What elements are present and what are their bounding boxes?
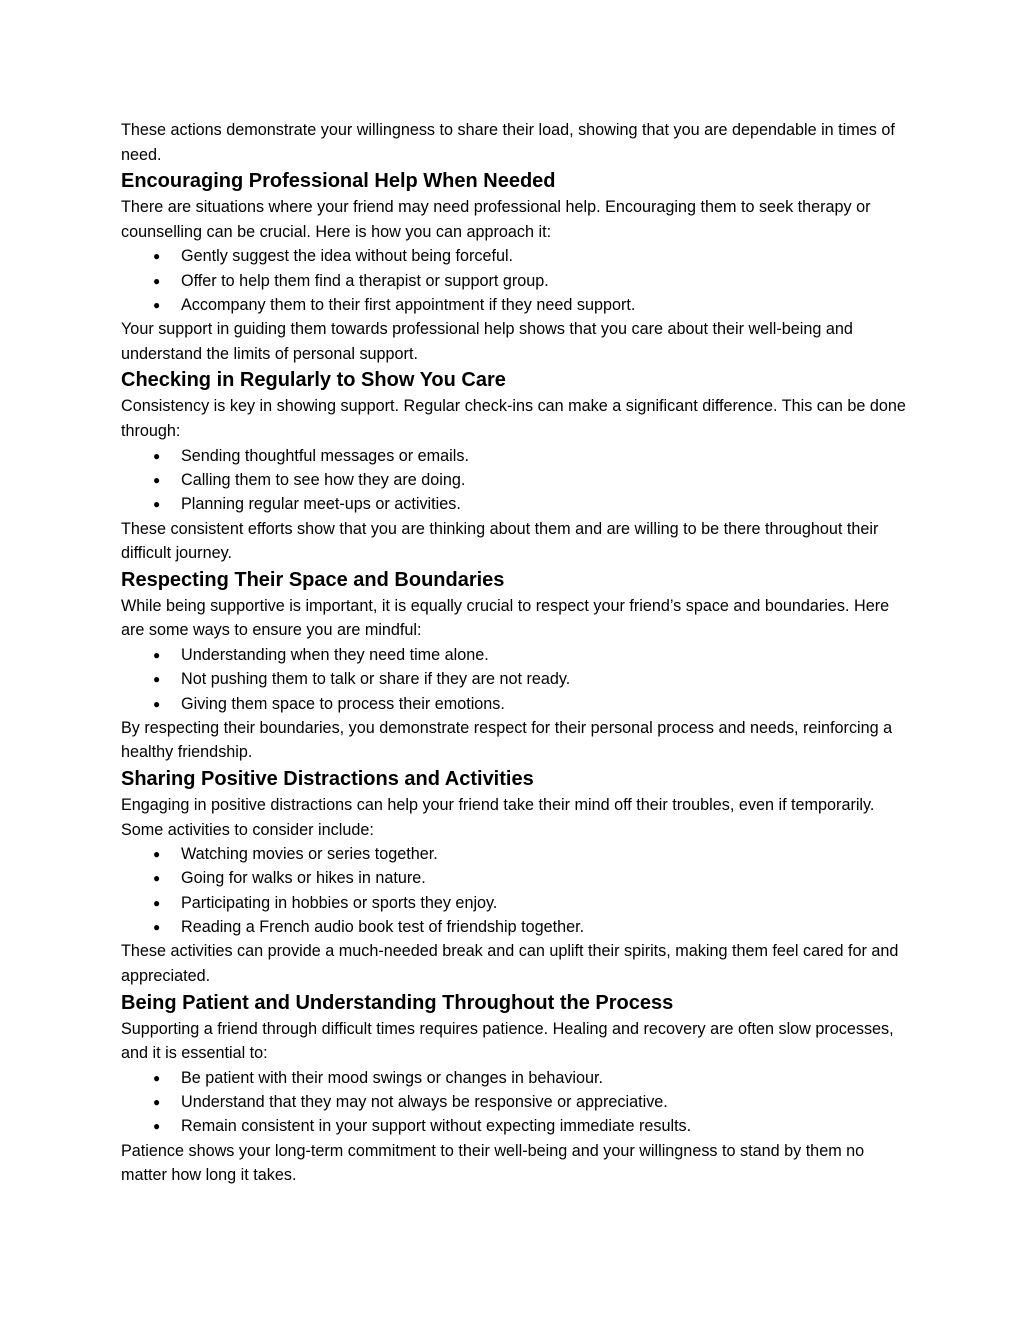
bullet-icon: ●	[153, 1070, 161, 1085]
bullet-list	[121, 1066, 911, 1139]
section-closing: These activities can provide a much-needed break and can uplift their spirits, making them feel cared for and appreciated.	[121, 942, 899, 985]
section-lead: Supporting a friend through difficult times requires patience. Healing and recovery are often slow processes, and it is essential to:	[121, 1019, 894, 1063]
list-item: ● Reading a French audio book test of friendship together.	[121, 915, 911, 939]
section-closing: Your support in guiding them towards professional help shows that you care about their well-being and understand the limits of personal support.	[121, 320, 853, 363]
bullet-icon: ●	[153, 672, 161, 687]
bullet-icon: ●	[153, 472, 161, 487]
list-item: ● Understand that they may not always be responsive or appreciative.	[121, 1090, 911, 1114]
section-distractions	[121, 765, 911, 989]
list-item: ● Participating in hobbies or sports they enjoy.	[121, 891, 911, 915]
section-checking-in	[121, 366, 911, 565]
section-lead: There are situations where your friend may need professional help. Encouraging them to seek therapy or counselling can be crucial. Here is how you can approach it:	[121, 198, 871, 241]
intro-paragraph: These actions demonstrate your willingness to share their load, showing that you are dependable in times of need.	[121, 121, 895, 164]
bullet-icon: ●	[153, 871, 161, 886]
list-item: ● Sending thoughtful messages or emails.	[121, 444, 911, 468]
bullet-icon: ●	[153, 249, 161, 264]
list-item: ● Planning regular meet-ups or activities.	[121, 492, 911, 516]
bullet-list	[121, 444, 911, 517]
bullet-icon: ●	[153, 273, 161, 288]
bullet-icon: ●	[153, 647, 161, 662]
bullet-icon: ●	[153, 448, 161, 463]
list-item: ● Remain consistent in your support without expecting immediate results.	[121, 1114, 911, 1138]
bullet-icon: ●	[153, 696, 161, 711]
section-closing: By respecting their boundaries, you demonstrate respect for their personal process and needs, reinforcing a healthy friendship.	[121, 718, 893, 762]
section-professional-help	[121, 167, 911, 366]
bullet-list	[121, 244, 911, 317]
bullet-icon: ●	[153, 847, 161, 862]
bullet-list	[121, 643, 911, 716]
section-heading: Checking in Regularly to Show You Care	[121, 369, 506, 392]
list-item: ● Giving them space to process their emotions.	[121, 692, 911, 716]
list-item: ● Accompany them to their first appointment if they need support.	[121, 293, 911, 317]
bullet-icon: ●	[153, 920, 161, 935]
bullet-icon: ●	[153, 1095, 161, 1110]
section-lead: While being supportive is important, it is equally crucial to respect your friend’s space and boundaries. Here are some ways to ensure you are mindful:	[121, 596, 890, 640]
bullet-icon: ●	[153, 497, 161, 512]
list-item: ● Not pushing them to talk or share if they are not ready.	[121, 667, 911, 691]
section-closing: These consistent efforts show that you are thinking about them and are willing to be there throughout their difficult journey.	[121, 519, 879, 563]
list-item: ● Calling them to see how they are doing.	[121, 468, 911, 492]
bullet-icon: ●	[153, 297, 161, 312]
section-heading: Encouraging Professional Help When Needed	[121, 170, 556, 193]
list-item: ● Watching movies or series together.	[121, 842, 911, 866]
list-item: ● Understanding when they need time alone.	[121, 643, 911, 667]
section-lead: Engaging in positive distractions can help your friend take their mind off their troubles, even if temporarily. Some activities to consider include:	[121, 795, 875, 839]
section-heading: Respecting Their Space and Boundaries	[121, 568, 505, 591]
section-boundaries	[121, 566, 911, 765]
document-page	[121, 118, 911, 1188]
bullet-list	[121, 842, 911, 939]
list-item: ● Going for walks or hikes in nature.	[121, 866, 911, 890]
list-item: ● Gently suggest the idea without being forceful.	[121, 244, 911, 268]
list-item: ● Be patient with their mood swings or changes in behaviour.	[121, 1066, 911, 1090]
section-lead: Consistency is key in showing support. Regular check-ins can make a significant difference. This can be done through:	[121, 397, 906, 441]
bullet-icon: ●	[153, 895, 161, 910]
list-item: ● Offer to help them find a therapist or support group.	[121, 269, 911, 293]
section-closing: Patience shows your long-term commitment to their well-being and your willingness to stand by them no matter how long it takes.	[121, 1141, 865, 1185]
section-heading: Being Patient and Understanding Throughout the Process	[121, 991, 674, 1014]
bullet-icon: ●	[153, 1119, 161, 1134]
section-heading: Sharing Positive Distractions and Activities	[121, 767, 534, 790]
section-patience	[121, 989, 911, 1188]
